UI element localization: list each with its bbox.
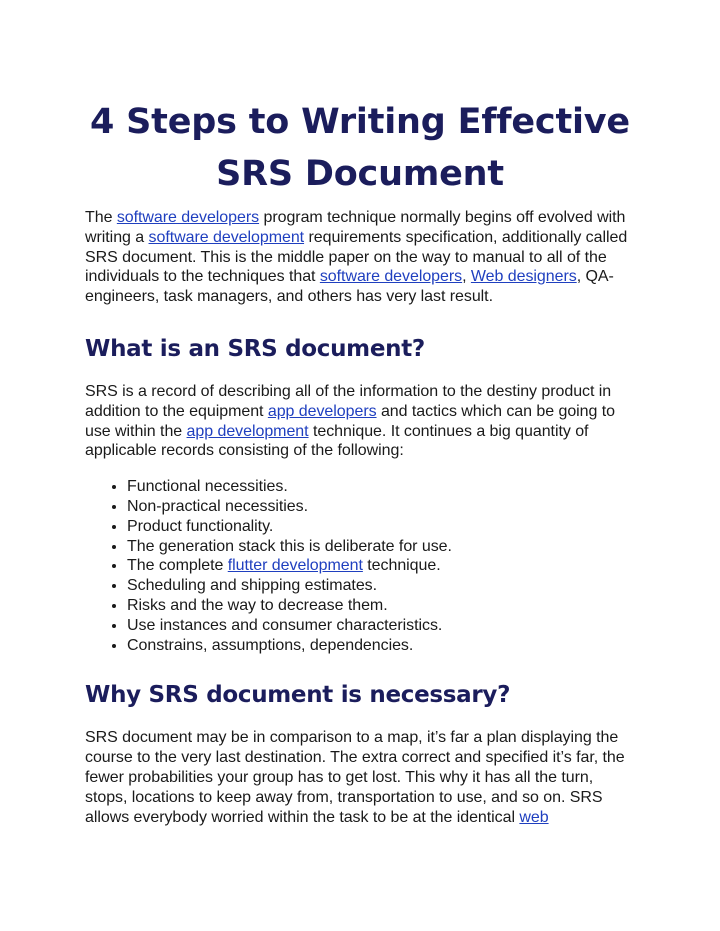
software-developers-link-2[interactable]: software developers — [319, 268, 463, 286]
app-development-link[interactable]: app development — [186, 422, 309, 440]
flutter-development-link[interactable]: flutter development — [227, 557, 363, 575]
intro-text-4: , — [462, 268, 471, 286]
section-heading-what-is-srs: What is an SRS document? — [85, 335, 425, 362]
web-designers-link[interactable]: Web designers — [470, 268, 577, 286]
intro-text-1: The — [85, 209, 117, 226]
web-link[interactable]: web — [519, 808, 549, 826]
page-title: 4 Steps to Writing Effective SRS Document — [90, 102, 630, 194]
list-item: • Scheduling and shipping estimates. — [127, 576, 635, 596]
intro-paragraph — [85, 208, 635, 307]
software-developers-link[interactable]: software developers — [116, 209, 260, 226]
software-development-link[interactable]: software development — [148, 228, 305, 246]
section-heading-why-srs: Why SRS document is necessary? — [85, 682, 511, 709]
why-srs-paragraph — [85, 728, 635, 827]
srs-contents-list — [85, 477, 635, 655]
list-item: • Use instances and consumer characteristics. — [127, 616, 635, 636]
list-item: • Risks and the way to decrease them. — [127, 596, 635, 616]
list-item — [127, 556, 635, 576]
what-text-2: and tactics which can be going to use within the — [85, 402, 616, 440]
what-text-1: SRS is a record of describing all of the information to the destiny product in addition to the equipment — [85, 382, 612, 420]
what-text-3: technique. It continues a big quantity of applicable records consisting of the following: — [85, 422, 589, 460]
list-item-text: technique. — [362, 557, 441, 575]
why-text-1: SRS document may be in comparison to a map, it’s far a plan displaying the course to the very last destination. The extra correct and specified it’s far, the fewer probabilities your group has to get lost. This why it has all the turn, stops, locations to keep away from, transportation to use, and so on. SRS allows everybody worried within the task to be at the identical — [85, 729, 625, 826]
list-item: • Constrains, assumptions, dependencies. — [127, 636, 635, 656]
app-developers-link[interactable]: app developers — [267, 402, 377, 420]
list-item: • The generation stack this is deliberate for use. — [127, 537, 635, 557]
list-item: • Product functionality. — [127, 517, 635, 537]
list-item: • Functional necessities. — [127, 477, 635, 497]
list-item: • Non-practical necessities. — [127, 497, 635, 517]
intro-text-3: requirements specification, additionally called SRS document. This is the middle paper on the way to manual to all of the individuals to the techniques that — [85, 228, 628, 286]
list-item-text: The complete — [127, 557, 228, 575]
what-is-srs-paragraph — [85, 382, 635, 461]
intro-text-5: , QA-engineers, task managers, and others has very last result. — [85, 268, 614, 306]
intro-text-2: program technique normally begins off evolved with writing a — [85, 209, 626, 246]
